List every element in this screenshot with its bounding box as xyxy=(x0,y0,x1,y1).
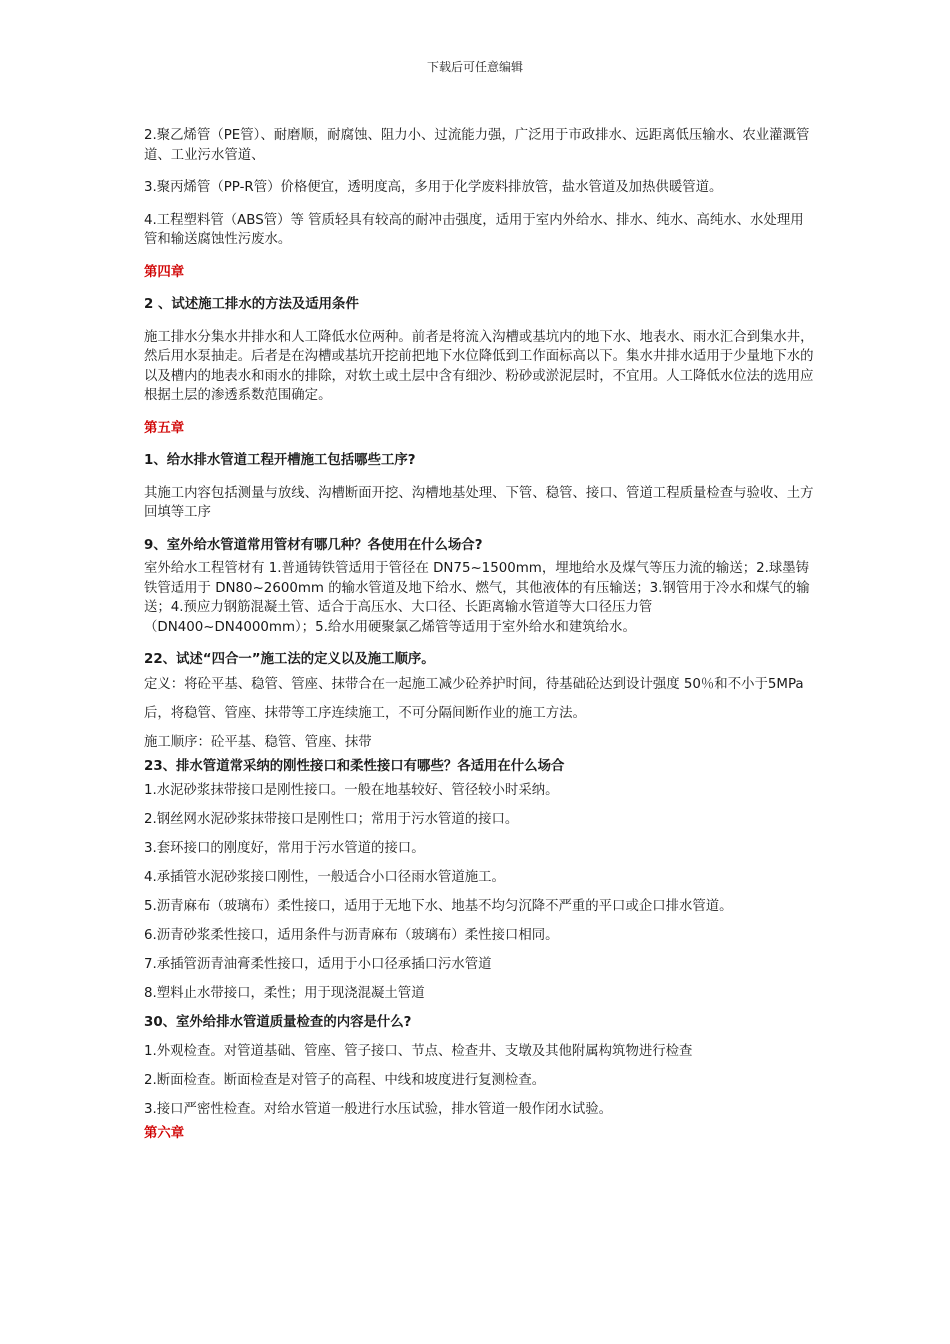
list-item: 3.接口严密性检查。对给水管道一般进行水压试验，排水管道一般作闭水试验。 xyxy=(144,1102,613,1117)
list-item: 4.承插管水泥砂浆接口刚性，一般适合小口径雨水管道施工。 xyxy=(144,870,505,885)
list-item: 6.沥青砂浆柔性接口，适用条件与沥青麻布（玻璃布）柔性接口相同。 xyxy=(144,928,559,943)
answer-2-paragraph: 施工排水分集水井排水和人工降低水位两种。前者是将流入沟槽或基坑内的地下水、地表水、雨水汇合到集水井，然后用水泵抽走。后者是在沟槽或基坑开挖前把地下水位降低到工作面标高以下。集水井排水适用于少量地下水的以及槽内的地表水和雨水的排除，对软土或土层中含有细沙、粉砂或淤泥层时，不宜用。人工降低水位法的选用应根据土层的渗透系数范围确定。 xyxy=(144,329,814,403)
chapter-4-heading: 第四章 xyxy=(144,264,185,280)
paragraph-abs-pipe: 4.工程塑料管（ABS管）等 管质轻具有较高的耐冲击强度，适用于室内外给水、排水、纯水、高纯水、水处理用管和输送腐蚀性污废水。 xyxy=(144,212,804,247)
chapter-5-heading: 第五章 xyxy=(144,420,185,436)
chapter-6-heading: 第六章 xyxy=(144,1126,185,1141)
question-2-heading: 2 、试述施工排水的方法及适用条件 xyxy=(144,297,359,312)
answer-9-paragraph: 室外给水工程管材有 1.普通铸铁管适用于管径在 DN75~1500mm，埋地给水及煤气等压力流的输送；2.球墨铸铁管适用于 DN80~2600mm 的输水管道及地下给水、燃气，其他液体的有压输送；3.钢管用于冷水和煤气的输送；4.预应力钢筋混凝土管、适合于高压水、大口径、长距离输水管道等大口径压力管（DN400~DN4000mm）；5.给水用硬聚氯乙烯管等适用于室外给水和建筑给水。 xyxy=(144,561,810,635)
paragraph-pe-pipe: 2.聚乙烯管（PE管）、耐磨顺，耐腐蚀、阻力小、过流能力强，广泛用于市政排水、远距离低压输水、农业灌溉管道、工业污水管道、 xyxy=(144,128,810,163)
question-23-heading: 23、排水管道常采纳的刚性接口和柔性接口有哪些？各适用在什么场合 xyxy=(144,758,565,774)
question-9-heading: 9、室外给水管道常用管材有哪几种？各使用在什么场合? xyxy=(144,537,483,553)
list-item: 2.钢丝网水泥砂浆抹带接口是刚性口；常用于污水管道的接口。 xyxy=(144,812,519,827)
list-item: 7.承插管沥青油膏柔性接口，适用于小口径承插口污水管道 xyxy=(144,957,492,972)
answer-1-paragraph: 其施工内容包括测量与放线、沟槽断面开挖、沟槽地基处理、下管、稳管、接口、管道工程质量检查与验收、土方回填等工序 xyxy=(144,485,814,520)
question-30-heading: 30、室外给排水管道质量检查的内容是什么? xyxy=(144,1015,412,1030)
list-item: 1.外观检查。对管道基础、管座、管子接口、节点、检查井、支墩及其他附属构筑物进行检查 xyxy=(144,1044,693,1059)
question-22-heading: 22、试述“四合一”施工法的定义以及施工顺序。 xyxy=(144,652,435,667)
document-body xyxy=(144,126,816,1144)
list-item: 2.断面检查。断面检查是对管子的高程、中线和坡度进行复测检查。 xyxy=(144,1073,546,1088)
question-1-heading: 1、给水排水管道工程开槽施工包括哪些工序? xyxy=(144,453,416,468)
paragraph-ppr-pipe: 3.聚丙烯管（PP-R管）价格便宜，透明度高，多用于化学废料排放管，盐水管道及加热供暖管道。 xyxy=(144,180,723,195)
page-header: 下载后可任意编辑 xyxy=(426,60,523,74)
list-item: 1.水泥砂浆抹带接口是刚性接口。一般在地基较好、管径较小时采纳。 xyxy=(144,783,559,798)
list-item: 5.沥青麻布（玻璃布）柔性接口，适用于无地下水、地基不均匀沉降不严重的平口或企口排水管道。 xyxy=(144,899,733,914)
answer-22-definition: 定义：将砼平基、稳管、管座、抹带合在一起施工减少砼养护时间，待基础砼达到设计强度 50％和不小于5MPa后，将稳管、管座、抹带等工序连续施工，不可分隔间断作业的施工方法。 xyxy=(144,676,804,721)
list-item: 3.套环接口的刚度好，常用于污水管道的接口。 xyxy=(144,841,425,856)
list-item: 8.塑料止水带接口，柔性；用于现浇混凝土管道 xyxy=(144,986,425,1001)
answer-22-sequence: 施工顺序：砼平基、稳管、管座、抹带 xyxy=(144,734,372,750)
